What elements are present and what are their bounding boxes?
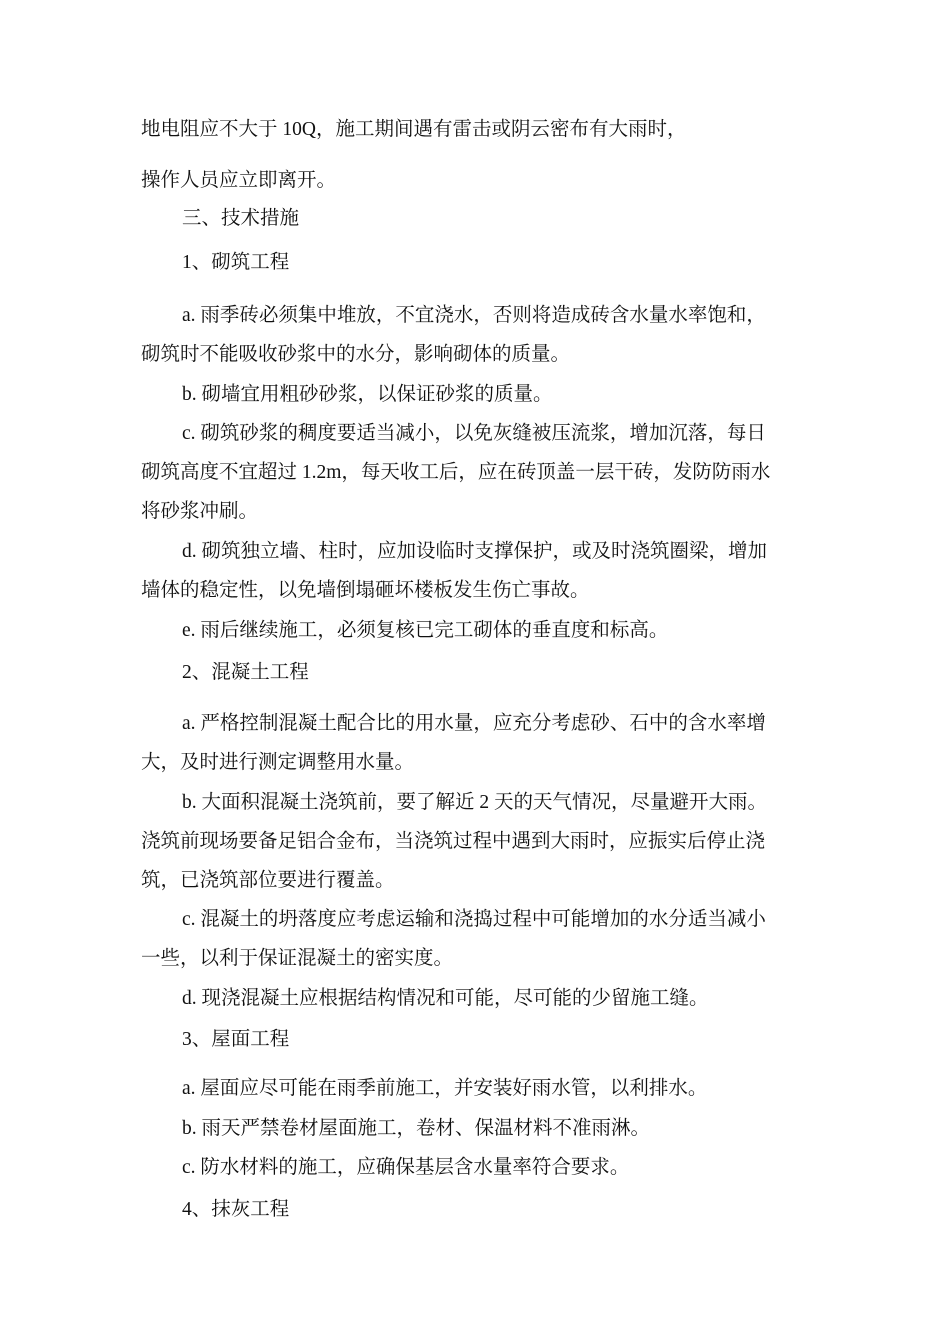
text-line: b. 砌墙宜用粗砂砂浆，以保证砂浆的质量。	[182, 384, 553, 405]
text-line: 筑，已浇筑部位要进行覆盖。	[141, 870, 395, 891]
text-line: 地电阻应不大于 10Q，施工期间遇有雷击或阴云密布有大雨时，	[141, 119, 687, 140]
text-line: c. 砌筑砂浆的稠度要适当减小，以免灰缝被压流浆，增加沉落，每日	[182, 423, 766, 444]
text-line: 将砂浆冲刷。	[141, 501, 259, 522]
text-line: 一些，以利于保证混凝土的密实度。	[141, 948, 454, 969]
text-line: b. 雨天严禁卷材屋面施工，卷材、保温材料不准雨淋。	[182, 1118, 651, 1139]
section-heading: 三、技术措施	[182, 208, 300, 229]
subsection-heading: 2、混凝土工程	[182, 662, 309, 683]
subsection-heading: 4、抹灰工程	[182, 1199, 290, 1220]
text-line: a. 雨季砖必须集中堆放，不宜浇水，否则将造成砖含水量水率饱和，	[182, 305, 766, 326]
text-line: e. 雨后继续施工，必须复核已完工砌体的垂直度和标高。	[182, 620, 669, 641]
subsection-heading: 3、屋面工程	[182, 1029, 290, 1050]
text-line: c. 混凝土的坍落度应考虑运输和浇捣过程中可能增加的水分适当减小	[182, 909, 766, 930]
text-line: a. 屋面应尽可能在雨季前施工，并安装好雨水管，以利排水。	[182, 1078, 708, 1099]
text-line: 砌筑时不能吸收砂浆中的水分，影响砌体的质量。	[141, 344, 571, 365]
subsection-heading: 1、砌筑工程	[182, 252, 290, 273]
text-line: d. 现浇混凝土应根据结构情况和可能，尽可能的少留施工缝。	[182, 988, 709, 1009]
text-line: 大，及时进行测定调整用水量。	[141, 752, 415, 773]
text-line: b. 大面积混凝土浇筑前，要了解近 2 天的天气情况，尽量避开大雨。	[182, 792, 768, 813]
text-line: 操作人员应立即离开。	[141, 170, 337, 191]
text-line: 墙体的稳定性，以免墙倒塌砸坏楼板发生伤亡事故。	[141, 580, 590, 601]
text-line: c. 防水材料的施工，应确保基层含水量率符合要求。	[182, 1157, 630, 1178]
text-line: d. 砌筑独立墙、柱时，应加设临时支撑保护，或及时浇筑圈梁，增加	[182, 541, 768, 562]
text-line: 砌筑高度不宜超过 1.2m，每天收工后，应在砖顶盖一层干砖，发防防雨水	[141, 462, 771, 483]
text-line: a. 严格控制混凝土配合比的用水量，应充分考虑砂、石中的含水率增	[182, 713, 766, 734]
text-line: 浇筑前现场要备足铝合金布，当浇筑过程中遇到大雨时，应振实后停止浇	[141, 831, 766, 852]
